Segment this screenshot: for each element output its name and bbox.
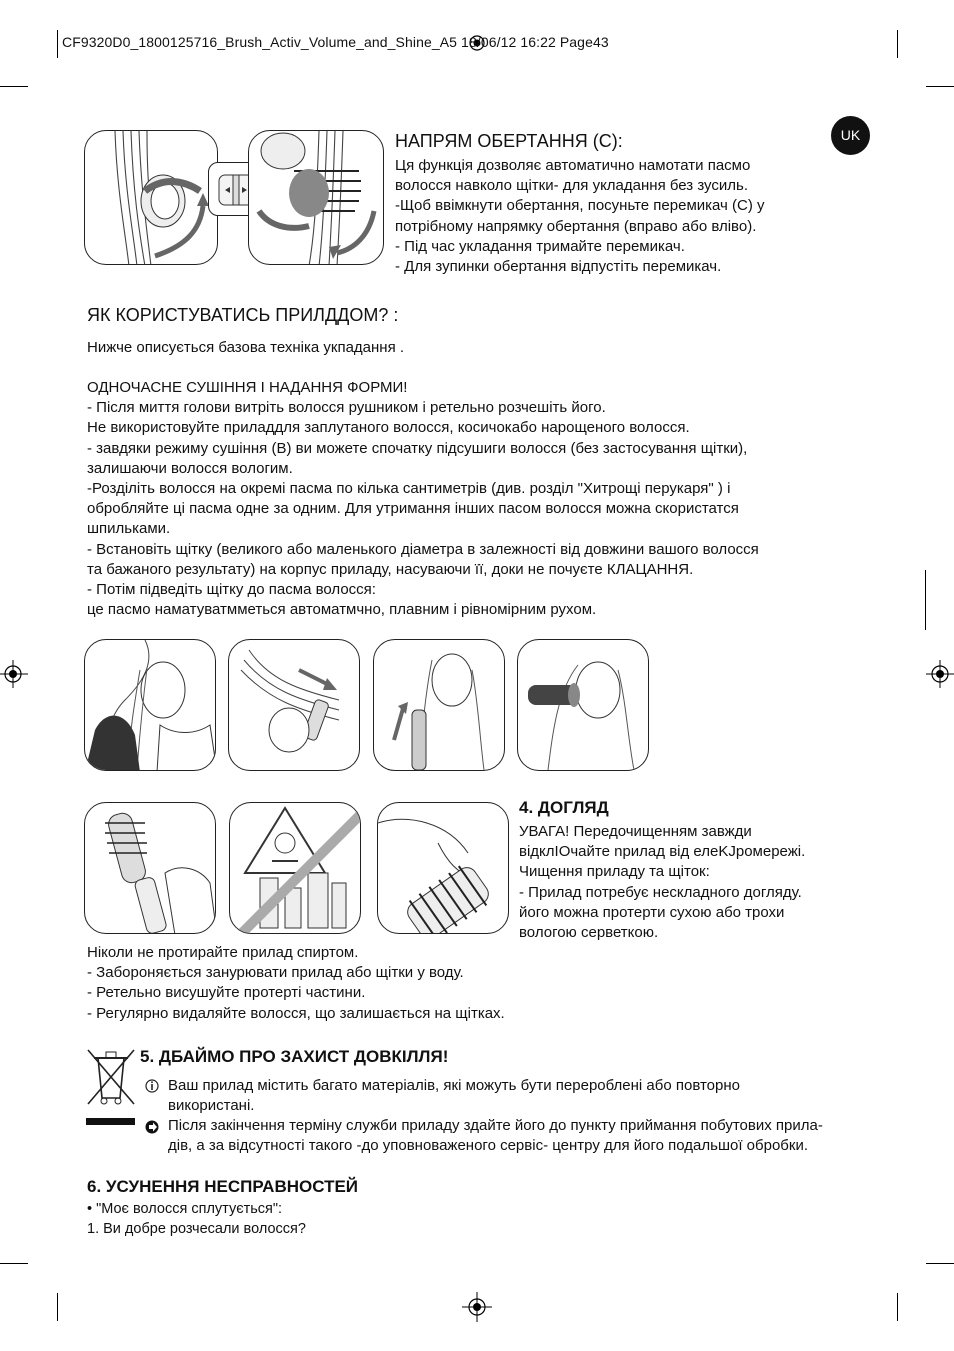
black-bar [86, 1118, 135, 1125]
howto-text [87, 378, 759, 620]
file-header: CF9320D0_1800125716_Brush_Activ_Volume_and_Shine_A5 18/06/12 16:22 Page43 [62, 34, 609, 50]
howto-title: ЯК КОРИСТУВАТИСЬ ПРИЛДДОМ? : [87, 305, 399, 325]
text-line: - Після миття голови витріть волосся рушником і ретельно розчешіть його. [87, 399, 606, 417]
crop-mark [57, 1293, 58, 1321]
howto-subtitle: ОДНОЧАСНЕ СУШІННЯ І НАДАННЯ ФОРМИ! [87, 379, 408, 396]
clean-brush-illustration [377, 802, 509, 934]
towel-dry-illustration [84, 639, 216, 771]
text-line: його можна протерти сухою або трохи [519, 903, 785, 921]
language-badge: UK [831, 116, 870, 155]
crop-mark [926, 1263, 954, 1264]
text-line: -Щоб ввімкнути обертання, посуньте перемикач (C) у [395, 197, 765, 215]
text-line: Не використовуйте приладдля заплутаного волосся, косичокабо нарощеного волосся. [87, 419, 690, 437]
text-line: - Регулярно видаляйте волосся, що залишається на щітках. [87, 1004, 505, 1022]
text-line: • "Моє волосся сплутується": [87, 1201, 283, 1217]
brush-rotation-right-illustration [248, 130, 384, 265]
text-line: обробляйте ці пасма одне за одним. Для утримання інших пасом волосся можна скористатся [87, 500, 739, 518]
env-item-1 [168, 1076, 740, 1116]
crop-mark [925, 570, 926, 630]
text-line: 1. Ви добре розчесали волосся? [87, 1221, 306, 1237]
crop-mark [0, 1263, 28, 1264]
text-line: - Забороняється занурювати прилад або щітки у воду. [87, 964, 464, 982]
text-line: Ваш прилад містить багато матеріалів, які можуть бути перероблені або повторно [168, 1077, 740, 1094]
arrow-circle-icon [145, 1120, 159, 1134]
text-line: потрібному напрямку обертання (вправо або вліво). [395, 217, 757, 235]
care-more-text [87, 943, 505, 1024]
env-title: 5. ДБАЙМО ПРО ЗАХИСТ ДОВКІЛЛЯ! [140, 1047, 449, 1066]
rotation-text [395, 156, 765, 277]
no-chemicals-icon [229, 802, 361, 934]
text-line: Після закінчення терміну служби приладу здайте його до пункту приймання побутових прила- [168, 1117, 823, 1134]
text-line: залишаючи волосся вологим. [87, 459, 293, 477]
brush-styling-illustration [517, 639, 649, 771]
trouble-title: 6. УСУНЕННЯ НЕСПРАВНОСТЕЙ [87, 1177, 359, 1196]
text-line: -Розділіть волосся на окремі пасма по кілька сантиметрів (див. розділ "Хитрощі перукаря" ) і [87, 480, 731, 498]
crop-mark [0, 86, 28, 87]
text-line: шпильками. [87, 520, 171, 538]
text-line: - Встановіть щітку (великого або маленького діаметра в залежності від довжини вашого волосся [87, 540, 759, 558]
text-line: дів, а за відсутності такого -до уповноваженого сервіс- центру для його подальшої обробки. [168, 1137, 808, 1155]
care-title: 4. ДОГЛЯД [519, 798, 609, 817]
crop-mark [897, 30, 898, 58]
text-line: Ця функція дозволяє автоматично намотати пасмо [395, 157, 751, 174]
text-line: - Для зупинки обертання відпустіть перемикач. [395, 258, 722, 276]
wipe-device-illustration [84, 802, 216, 934]
text-line: Ніколи не протирайте прилад спиртом. [87, 944, 359, 961]
comb-hair-illustration [228, 639, 360, 771]
text-line: Чищення приладу та щіток: [519, 863, 710, 881]
crossed-bin-icon [84, 1046, 138, 1106]
crop-mark [57, 30, 58, 58]
trouble-text [87, 1199, 306, 1239]
text-line: - Потім підведіть щітку до пасма волосся: [87, 581, 376, 599]
howto-intro: Нижче описується базова техніка укпадання . [87, 339, 405, 356]
text-line: УВАГА! Передочищенням завжди [519, 823, 752, 840]
registration-mark-icon [462, 1292, 492, 1322]
registration-mark-icon [0, 660, 28, 688]
text-line: відклIОчайте nрилад від елеKJромережі. [519, 843, 806, 861]
text-line: - Ретельно висушуйте протерті частини. [87, 984, 366, 1002]
crop-mark [897, 1293, 898, 1321]
text-line: це пасмо наматуватмметься автоматмчно, плавним і рівномірним рухом. [87, 601, 597, 619]
crop-mark [926, 86, 954, 87]
care-text [519, 822, 805, 943]
text-line: та бажаного результату) на корпус приладу, насуваючи її, доки не почуєте КЛАЦАННЯ. [87, 560, 694, 578]
brush-rotation-left-illustration [84, 130, 218, 265]
dry-mode-illustration [373, 639, 505, 771]
registration-mark-icon [926, 660, 954, 688]
text-line: використані. [168, 1097, 255, 1115]
text-line: - Прилад потребує нескладного догляду. [519, 883, 802, 901]
text-line: волосся навколо щітки- для укладання без зусиль. [395, 177, 748, 195]
rotation-title: НАПРЯМ ОБЕРТАННЯ (С): [395, 131, 623, 151]
env-item-2 [168, 1116, 823, 1156]
info-icon [145, 1079, 159, 1093]
text-line: - завдяки режиму сушіння (B) ви можете спочатку підсушиги волосся (без застосування щітки), [87, 439, 748, 457]
text-line: вологою серветкою. [519, 924, 659, 942]
text-line: - Під час укладання тримайте перемикач. [395, 237, 685, 255]
